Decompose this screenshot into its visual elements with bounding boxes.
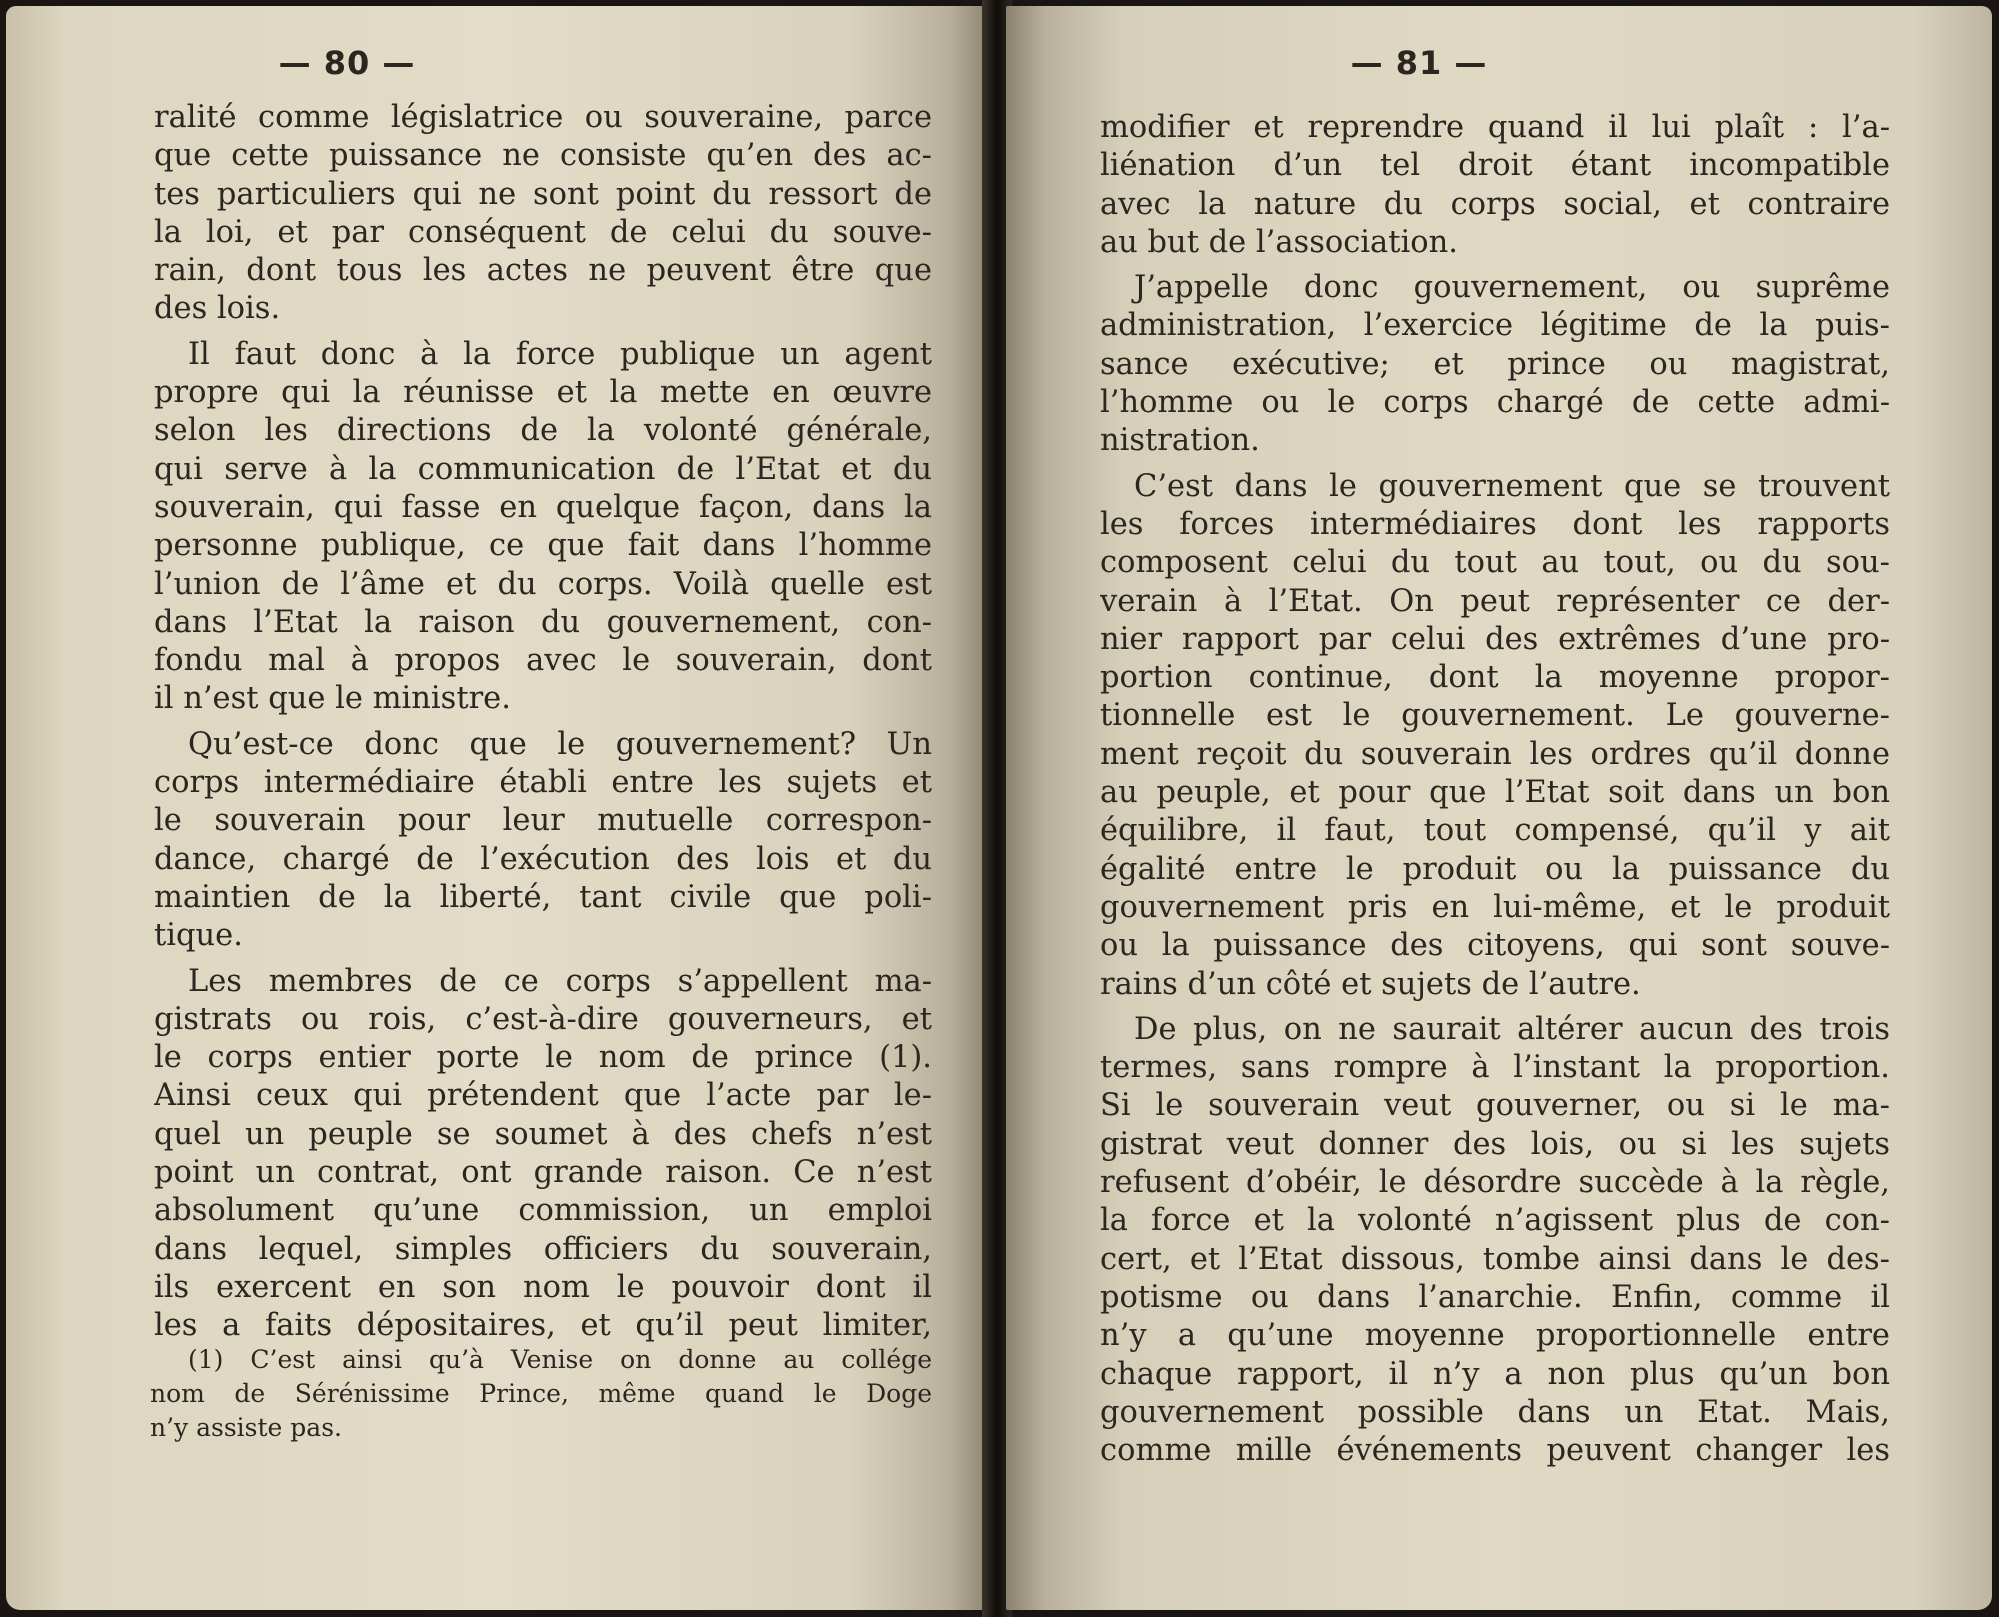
text-line: les forces intermédiaires dont les rapports <box>1100 506 1890 542</box>
text-line: rains d’un côté et sujets de l’autre. <box>1100 966 1641 1002</box>
text-line: potisme ou dans l’anarchie. Enfin, comme il <box>1100 1279 1890 1315</box>
text-line: gistrats ou rois, c’est-à-dire gouverneurs, et <box>154 1001 932 1037</box>
text-line: ils exercent en son nom le pouvoir dont il <box>154 1269 932 1305</box>
left-page <box>6 6 988 1610</box>
text-line: des lois. <box>154 291 281 327</box>
right-page <box>1006 6 1992 1610</box>
text-line: Il faut donc à la force publique un agent <box>188 336 932 372</box>
text-line: avec la nature du corps social, et contraire <box>1100 186 1890 222</box>
left-page-body <box>154 99 932 1346</box>
text-line: modifier et reprendre quand il lui plaît : l’a- <box>1100 110 1890 145</box>
text-line: dans lequel, simples officiers du souverain, <box>154 1231 932 1267</box>
right-page-body <box>1100 109 1890 1470</box>
text-line: l’union de l’âme et du corps. Voilà quelle est <box>154 566 932 602</box>
text-line: tique. <box>154 918 243 954</box>
text-line: le corps entier porte le nom de prince (1). <box>154 1040 932 1076</box>
footnote <box>150 1343 932 1445</box>
text-line: comme mille événements peuvent changer les <box>1100 1433 1890 1469</box>
text-line: il n’est que le ministre. <box>154 681 511 717</box>
text-line: ralité comme législatrice ou souveraine, parce <box>154 100 932 135</box>
page-number-left: — 80 — <box>278 44 416 82</box>
text-line: ou la puissance des citoyens, qui sont souve- <box>1100 928 1890 964</box>
text-line: dans l’Etat la raison du gouvernement, con- <box>154 604 932 640</box>
text-line: selon les directions de la volonté générale, <box>154 413 932 449</box>
text-line: portion continue, dont la moyenne propor- <box>1100 660 1890 696</box>
text-line: quel un peuple se soumet à des chefs n’est <box>154 1116 932 1152</box>
text-line: que cette puissance ne consiste qu’en des ac- <box>154 138 932 174</box>
text-line: équilibre, il faut, tout compensé, qu’il y ait <box>1100 813 1890 849</box>
text-line: corps intermédiaire établi entre les sujets et <box>154 765 932 801</box>
text-line: n’y a qu’une moyenne proportionnelle entre <box>1100 1318 1890 1354</box>
text-line: Ainsi ceux qui prétendent que l’acte par le- <box>154 1078 932 1114</box>
text-line: au but de l’association. <box>1100 224 1458 260</box>
text-line: qui serve à la communication de l’Etat et du <box>154 451 932 487</box>
text-line: les a faits dépositaires, et qu’il peut limiter, <box>154 1308 932 1344</box>
text-line: rain, dont tous les actes ne peuvent être que <box>154 253 932 289</box>
text-line: égalité entre le produit ou la puissance du <box>1100 851 1890 887</box>
footnote-line: nom de Sérénissime Prince, même quand le Doge <box>150 1379 932 1408</box>
paragraph-gap <box>1100 1004 1890 1011</box>
text-line: nistration. <box>1100 423 1260 459</box>
text-line: chaque rapport, il n’y a non plus qu’un bon <box>1100 1356 1890 1392</box>
text-line: le souverain pour leur mutuelle correspon- <box>154 803 932 839</box>
text-line: maintien de la liberté, tant civile que poli- <box>154 879 932 915</box>
text-line: gistrat veut donner des lois, ou si les sujets <box>1100 1126 1890 1162</box>
text-line: Qu’est-ce donc que le gouvernement? Un <box>188 726 932 762</box>
text-line: tionnelle est le gouvernement. Le gouverne- <box>1100 698 1890 734</box>
text-line: dance, chargé de l’exécution des lois et du <box>154 841 932 877</box>
text-line: sance exécutive; et prince ou magistrat, <box>1100 346 1890 382</box>
text-line: nier rapport par celui des extrêmes d’une pro- <box>1100 621 1890 657</box>
text-line: propre qui la réunisse et la mette en œuvre <box>154 375 932 411</box>
text-line: verain à l’Etat. On peut représenter ce der- <box>1100 583 1890 619</box>
text-line: absolument qu’une commission, un emploi <box>154 1193 932 1229</box>
text-line: J’appelle donc gouvernement, ou suprême <box>1134 270 1890 306</box>
text-line: la force et la volonté n’agissent plus de con- <box>1100 1203 1890 1239</box>
text-line: cert, et l’Etat dissous, tombe ainsi dans le des- <box>1100 1241 1890 1277</box>
text-line: fondu mal à propos avec le souverain, dont <box>154 643 932 679</box>
text-line: liénation d’un tel droit étant incompatible <box>1100 148 1890 184</box>
text-line: tes particuliers qui ne sont point du ressort de <box>154 176 932 212</box>
text-line: composent celui du tout au tout, ou du sou- <box>1100 545 1890 581</box>
text-line: administration, l’exercice légitime de la puis- <box>1100 308 1890 344</box>
page-number-right: — 81 — <box>1350 44 1488 82</box>
paragraph-gap <box>154 719 932 726</box>
footnote-line: (1) C’est ainsi qu’à Venise on donne au collége <box>188 1345 932 1374</box>
text-line: personne publique, ce que fait dans l’homme <box>154 528 932 564</box>
text-line: refusent d’obéir, le désordre succède à la règle, <box>1100 1165 1890 1201</box>
text-line: ment reçoit du souverain les ordres qu’il donne <box>1100 736 1890 772</box>
text-line: De plus, on ne saurait altérer aucun des trois <box>1134 1011 1890 1047</box>
text-line: gouvernement pris en lui-même, et le produit <box>1100 889 1890 925</box>
text-line: point un contrat, ont grande raison. Ce n’est <box>154 1155 932 1191</box>
paragraph-gap <box>154 956 932 963</box>
text-line: l’homme ou le corps chargé de cette admi- <box>1100 385 1890 421</box>
paragraph-gap <box>1100 262 1890 269</box>
paragraph-gap <box>1100 461 1890 468</box>
text-line: la loi, et par conséquent de celui du souve- <box>154 214 932 250</box>
text-line: C’est dans le gouvernement que se trouvent <box>1134 468 1890 504</box>
text-line: au peuple, et pour que l’Etat soit dans un bon <box>1100 775 1890 811</box>
text-line: Si le souverain veut gouverner, ou si le ma- <box>1100 1088 1890 1124</box>
footnote-line: n’y assiste pas. <box>150 1413 342 1442</box>
text-line: termes, sans rompre à l’instant la proportion. <box>1100 1050 1890 1086</box>
text-line: Les membres de ce corps s’appellent ma- <box>188 963 932 999</box>
text-line: gouvernement possible dans un Etat. Mais, <box>1100 1394 1890 1430</box>
paragraph-gap <box>154 329 932 336</box>
text-line: souverain, qui fasse en quelque façon, dans la <box>154 489 932 525</box>
